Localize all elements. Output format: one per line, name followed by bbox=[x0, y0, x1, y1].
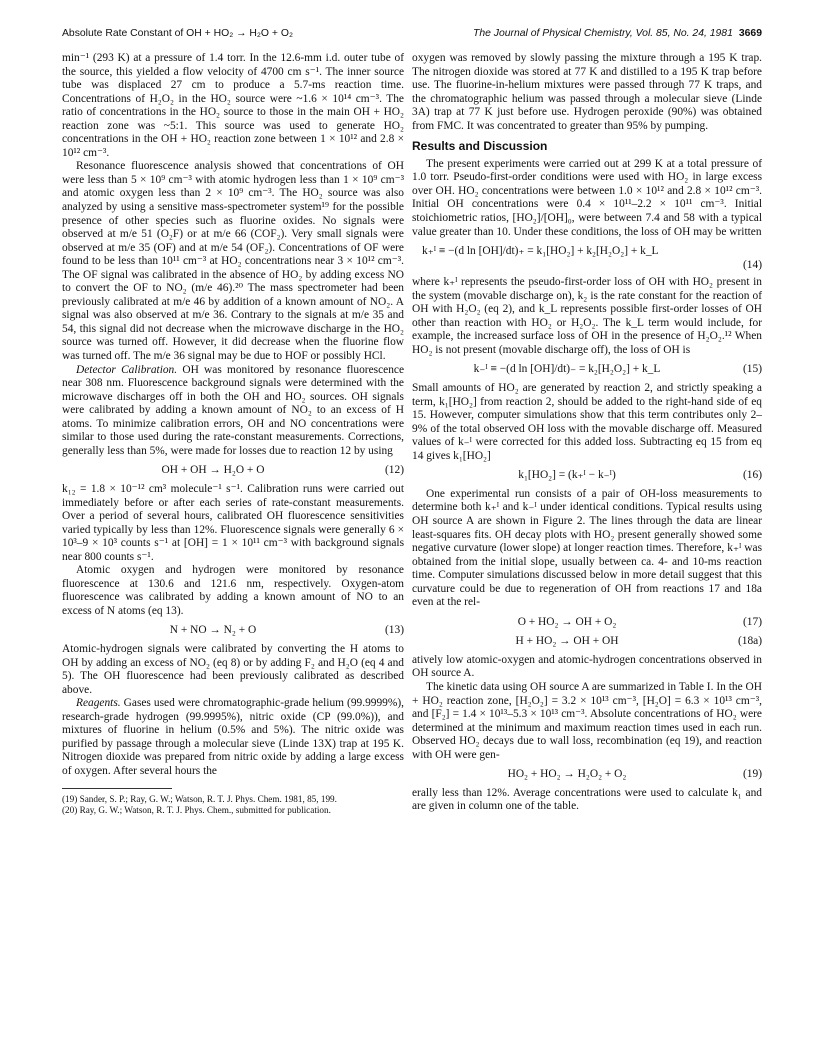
equation-number: (16) bbox=[743, 469, 762, 482]
right-column bbox=[412, 52, 762, 814]
equation-body: HO₂ + HO₂ → H₂O₂ + O₂ bbox=[507, 768, 627, 781]
paragraph: The kinetic data using OH source A are summarized in Table I. In the OH + HO₂ reaction zone, [H₂O₂] = 3.2 × 10¹³ cm⁻³, [H₂O] = 6.3 × 10¹³ cm⁻³, and [F₂] = 1.4 × 10¹³–5.3 × 10¹³ cm⁻³. Absolute concentrations of HO₂ were determined at the minimum and maximum reaction times used in each run. Observed HO₂ decays due to wall loss, recombination (eq 19), and reaction with OH were gen- bbox=[412, 680, 762, 761]
paragraph: One experimental run consists of a pair of OH-loss measurements to determine both k₊ᴵ and k₋ᴵ under identical conditions. Typical results using OH source A are shown in Figure 2. The lines through the data are linear least-squares fits. OH decay plots with HO₂ present generally showed some negative curvature (lower slope) at longer reaction times. Therefore, k₊ᴵ was obtained from the initial slope, usually between ca. 4- and 10-ms reaction time. Computer simulations discussed below in more detail suggest that this curvature could be due to regeneration of OH from reactions 17 and 18a even at the rel- bbox=[412, 487, 762, 609]
footnote-19: (19) Sander, S. P.; Ray, G. W.; Watson, R. T. J. Phys. Chem. 1981, 85, 199. bbox=[62, 794, 337, 805]
paragraph: Resonance fluorescence analysis showed that concentrations of OH were less than 5 × 10⁹ cm⁻³ with atomic hydrogen less than 1 × 10⁹ cm⁻³ and atomic oxygen less than 2 × 10⁹ cm⁻³. The HO₂ source was also analyzed by using a sensitive mass-spectrometer system¹⁹ for the possible presence of other species such as fluorine oxides. No signals were observed at m/e 51 (O₂F) or at m/e 66 (COF₂). Very small signals were observed at m/e 35 (OF) and at m/e 54 (OF₂). Concentrations of OF were found to be less than 10¹¹ cm⁻³ at HO₂ concentrations near 3 × 10¹² cm⁻³. The OF signal was calibrated in the absence of HO₂ by adding excess NO to convert the OF to NO₂ (m/e 46).²⁰ The mass spectrometer had been previously calibrated at m/e 46 by addition of a known amount of NO₂. A signal was also observed at m/e 36. Contrary to the signals at m/e 35 and 54, this signal did not decrease when the microwave discharge in the HO₂ source was turned off. However, it did decrease when the fluorine flow was turned off. The m/e 36 signal may be due to HOF or possibly HCl. bbox=[62, 160, 404, 363]
footnote-20: (20) Ray, G. W.; Watson, R. T. J. Phys. Chem., submitted for publication. bbox=[62, 805, 331, 816]
paragraph: oxygen was removed by slowly passing the mixture through a 195 K trap. The nitrogen dioxide was stored at 77 K and distilled to a 195 K trap before use. The fluorine-in-helium mixtures were passed through 77 K traps, and the chromatographic helium was passed through a molecular sieve (Linde 3A) trap at 77 K just before use. Hydrogen peroxide (90%) was obtained from FMC. It was concentrated to greater than 95% by pumping. bbox=[412, 52, 762, 132]
paragraph-text: Gases used were chromatographic-grade helium (99.9999%), research-grade hydrogen (99.9995%), nitric oxide (CP (99.0%)), and mixtures of fluorine in helium (0.5% and 5%). The nitric oxide was purified by passage through a molecular sieve (Linde 13X) trap at 195 K. Nitrogen dioxide was prepared from nitric oxide by adding a large excess of oxygen. After several hours the bbox=[62, 697, 404, 777]
section-label: Reagents. bbox=[76, 697, 121, 710]
page-number: 3669 bbox=[738, 28, 762, 39]
equation-number: (15) bbox=[743, 363, 762, 376]
equation-19 bbox=[412, 768, 762, 782]
section-label: Detector Calibration. bbox=[76, 363, 178, 376]
equation-body: k₋ᴵ ≡ −(d ln [OH]/dt)₋ = k₂[H₂O₂] + k_L bbox=[473, 363, 661, 376]
paragraph: erally less than 12%. Average concentrations were used to calculate k₁ and are given in column one of the table. bbox=[412, 786, 762, 813]
left-column bbox=[62, 52, 404, 816]
paragraph: Small amounts of HO₂ are generated by reaction 2, and strictly speaking a term, k₁[HO₂] from reaction 2, should be added to the right-hand side of eq 15. However, computer simulations show that this term contributes only 2–9% of the total observed OH loss with the movable discharge off. Measured values of k₋ᴵ were corrected for this added loss. Subtracting eq 15 from eq 14 gives k₁[HO₂] bbox=[412, 382, 762, 462]
equation-number: (17) bbox=[743, 615, 762, 628]
equation-14 bbox=[412, 245, 762, 272]
equation-number: (14) bbox=[743, 258, 762, 271]
paragraph: where k₊ᴵ represents the pseudo-first-order loss of OH with HO₂ present in the system (movable discharge on), k₂ is the rate constant for the reaction of OH with H₂O₂ (eq 2), and k_L represents possible first-order losses of OH other than reaction with HO₂ or H₂O₂. The k_L term would include, for example, the increased surface loss of OH in the presence of H₂O₂.¹² When HO₂ is not present (movable discharge off), the loss of OH is bbox=[412, 276, 762, 356]
equation-number: (18a) bbox=[737, 635, 762, 648]
paragraph: atively low atomic-oxygen and atomic-hydrogen concentrations observed in OH source A. bbox=[412, 653, 762, 680]
header-journal-info bbox=[473, 28, 762, 39]
equation-18a bbox=[412, 635, 762, 649]
paragraph bbox=[62, 697, 404, 778]
footnote-divider bbox=[62, 788, 172, 789]
equation-body: OH + OH → H₂O + O bbox=[161, 464, 265, 477]
equation-17 bbox=[412, 616, 762, 630]
equation-body: k₊ᴵ ≡ −(d ln [OH]/dt)₊ = k₁[HO₂] + k₂[H₂O₂] + k_L bbox=[422, 245, 659, 258]
equation-number: (12) bbox=[385, 464, 404, 477]
equation-body: N + NO → N₂ + O bbox=[169, 624, 257, 637]
equation-15 bbox=[412, 363, 762, 377]
paragraph-text: OH was monitored by resonance fluorescence near 308 nm. Fluorescence background signals were determined with the microwave discharges off in both the OH and HO₂ sources. OH signals were calibrated by adding a known amount of NO₂ to an excess of H atoms. To minimize calibration errors, OH and NO concentrations were similar to those used during the rate-constant measurements. Corrections, generally less than 5%, were made for losses due to reaction 12 by using bbox=[62, 363, 404, 457]
equation-body: O + HO₂ → OH + O₂ bbox=[517, 615, 617, 628]
paragraph: Atomic oxygen and hydrogen were monitored by resonance fluorescence at 130.6 and 121.6 nm, respectively. Oxygen-atom fluorescence was calibrated by adding a known amount of NO to an excess of N atoms (eq 13). bbox=[62, 564, 404, 617]
equation-body: H + HO₂ → OH + OH bbox=[515, 635, 619, 648]
equation-13 bbox=[62, 624, 404, 638]
paragraph: min⁻¹ (293 K) at a pressure of 1.4 torr. In the 12.6-mm i.d. outer tube of the source, this yielded a flow velocity of 4700 cm s⁻¹. The inner source tube was displaced 27 cm to produce a 5.7-ms reaction time. Concentrations of H₂O₂ in the HO₂ source were ~1.6 × 10¹⁴ cm⁻³. The ratio of concentrations in the HO₂ source to those in the main OH + HO₂ reaction zone was ~5:1. This source was used to generate HO₂ concentrations in the OH + HO₂ reaction zone between 1 × 10¹² and 2.8 × 10¹² cm⁻³. bbox=[62, 52, 404, 159]
equation-number: (19) bbox=[743, 768, 762, 781]
running-header bbox=[62, 28, 762, 44]
section-heading: Results and Discussion bbox=[412, 139, 548, 154]
paragraph: k₁₂ = 1.8 × 10⁻¹² cm³ molecule⁻¹ s⁻¹. Calibration runs were carried out immediately before or after each series of rate-constant measurements. Over a period of several hours, calibrated OH fluorescence sensitivities varied typically by less than 12%. Fluorescence signals were generally 6 × 10³–9 × 10³ counts s⁻¹ at [OH] = 1 × 10¹¹ cm⁻³ with background signals near 800 counts s⁻¹. bbox=[62, 482, 404, 563]
equation-12 bbox=[62, 464, 404, 478]
equation-16 bbox=[412, 469, 762, 483]
equation-number: (13) bbox=[385, 624, 404, 637]
header-article-title: Absolute Rate Constant of OH + HO₂ → H₂O + O₂ bbox=[62, 28, 293, 39]
equation-body: k₁[HO₂] = (k₊ᴵ − k₋ᴵ) bbox=[518, 469, 616, 482]
paragraph: Atomic-hydrogen signals were calibrated by converting the H atoms to OH by adding an excess of NO₂ (eq 8) or by adding F₂ and H₂O (eq 4 and 5). The OH fluorescence had been previously calibrated as described above. bbox=[62, 642, 404, 696]
paragraph bbox=[62, 364, 404, 459]
header-journal: The Journal of Physical Chemistry, Vol. 85, No. 24, 1981 bbox=[472, 28, 733, 39]
paragraph: The present experiments were carried out at 299 K at a total pressure of 1.0 torr. Pseudo-first-order conditions were used with HO₂ in large excess over OH. HO₂ concentrations were between 1.0 × 10¹² and 2.8 × 10¹² cm⁻³. Initial OH concentrations were 0.4 × 10¹¹–2.2 × 10¹¹ cm⁻³. Initial stoichiometric ratios, [HO₂]/[OH]₀, were between 7.4 and 58 with a typical value greater than 10. Under these conditions, the loss of OH may be written bbox=[412, 157, 762, 238]
